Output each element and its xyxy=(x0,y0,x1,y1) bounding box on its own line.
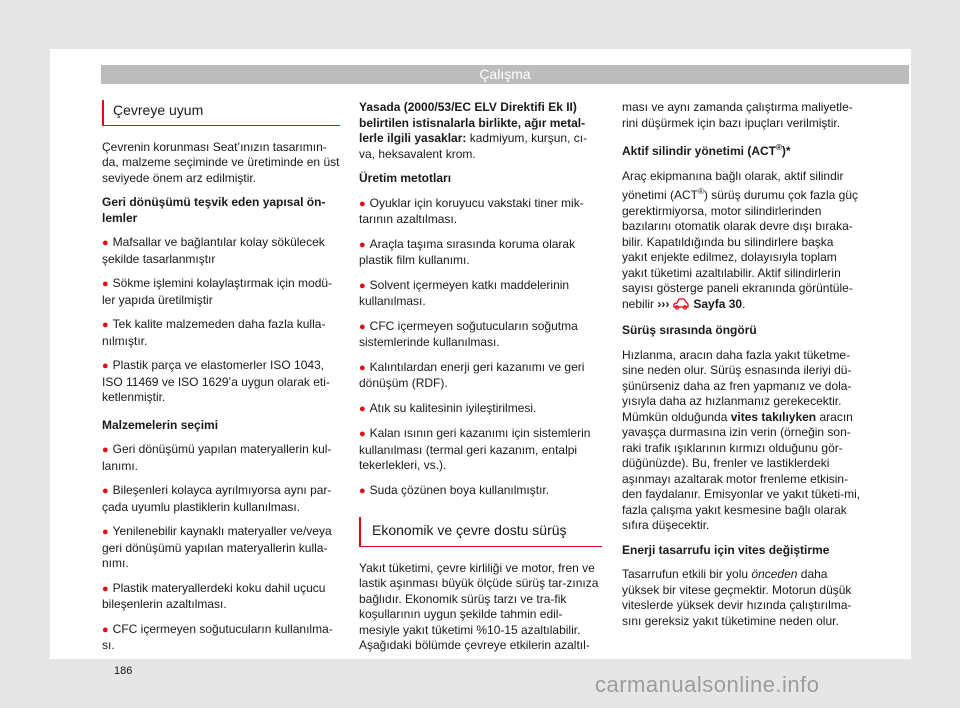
subheading-materials: Malzemelerin seçimi xyxy=(102,417,219,432)
bullet-dot-icon: ● xyxy=(102,319,109,331)
list-item: ● Araçla taşıma sırasında koruma olarak plastik film kullanımı. xyxy=(359,236,576,267)
bullet-dot-icon: ● xyxy=(359,238,366,251)
bullet-dot-icon: ● xyxy=(102,444,109,456)
list-item: ● Kalan ısının geri kazanımı için sistemlerin kullanılması (termal geri kazanım, entalpi tekerlekleri, vs.). xyxy=(359,426,591,472)
manual-page xyxy=(50,49,911,677)
bullet-list-materials xyxy=(102,442,340,654)
bullet-dot-icon: ● xyxy=(102,623,109,636)
section-header: Çalışma xyxy=(101,65,909,84)
bullet-dot-icon: ● xyxy=(102,360,109,372)
link-arrows: ››› xyxy=(657,296,670,311)
heading-cevreye-uyum: Çevreye uyum xyxy=(102,100,340,126)
bullet-dot-icon: ● xyxy=(102,278,109,290)
bullet-dot-icon: ● xyxy=(102,237,109,249)
list-item: ● CFC içermeyen soğutucuların soğutma sistemlerinde kullanılması. xyxy=(359,318,578,349)
list-item: ● Plastik materyallerdeki koku dahil uçucu bileşenlerin azaltılması. xyxy=(102,580,326,611)
list-item: ● Yenilenebilir kaynaklı materyaller ve/veya geri dönüşümü yapılan materyallerin kulla-nımı. xyxy=(102,524,332,570)
column-1 xyxy=(102,100,340,663)
list-item: ● CFC içermeyen soğutucuların kullanılma-sı. xyxy=(102,621,333,652)
bullet-dot-icon: ● xyxy=(102,485,109,497)
bullet-list-production xyxy=(359,196,602,500)
heading-eco-driving: Ekonomik ve çevre dostu sürüş xyxy=(359,517,602,547)
list-item: ● Kalıntılardan enerji geri kazanımı ve geri dönüşüm (RDF). xyxy=(359,359,585,390)
list-item: ● Mafsallar ve bağlantılar kolay sökülecek şekilde tasarlanmıştır xyxy=(102,235,325,266)
bullet-dot-icon: ● xyxy=(359,484,366,497)
continued-paragraph: ması ve aynı zamanda çalıştırma maliyetle-rini düşürmek için bazı ipuçları verilmiştir. xyxy=(622,100,853,130)
watermark-text: carmanualsonline.info xyxy=(595,672,820,697)
bullet-dot-icon: ● xyxy=(359,402,366,415)
list-item: ● Oyuklar için koruyucu vakstaki tiner mik-tarının azaltılması. xyxy=(359,195,584,226)
bullet-dot-icon: ● xyxy=(359,428,366,440)
intro-paragraph: Çevrenin korunması Seat’ınızın tasarımın-da, malzeme seçiminde ve üretiminde en üst seviyede önem arz edilmiştir. xyxy=(102,139,340,185)
page-link[interactable]: Sayfa 30 xyxy=(693,296,743,311)
page-number: 186 xyxy=(114,665,133,677)
list-item: ● Plastik parça ve elastomerler ISO 1043, ISO 11469 ve ISO 1629’a uygun olarak eti-ketlenmiştir. xyxy=(102,358,330,404)
subheading-production: Üretim metotları xyxy=(359,171,452,185)
column-3 xyxy=(622,100,862,638)
subheading-structural: Geri dönüşümü teşvik eden yapısal ön-lemler xyxy=(102,195,326,225)
column-2 xyxy=(359,100,602,663)
bullet-dot-icon: ● xyxy=(359,320,366,333)
bullet-dot-icon: ● xyxy=(102,582,109,595)
list-item: ● Suda çözünen boya kullanılmıştır. xyxy=(359,482,550,497)
car-reference-icon xyxy=(672,297,690,315)
bullet-list-structural xyxy=(102,235,340,406)
bullet-dot-icon: ● xyxy=(359,361,366,374)
gear-shift-paragraph: Tasarrufun etkili bir yolu önceden daha yüksek bir vitese geçmektir. Motorun düşük viteslerde yüksek devir hızında çalıştırılma-sını gereksiz yakıt tüketimine neden olur. xyxy=(622,567,852,628)
list-item: ● Bileşenleri kolayca ayrılmıyorsa aynı par-çada uyumlu plastiklerin kullanılması. xyxy=(102,483,332,514)
list-item: ● Atık su kalitesinin iyileştirilmesi. xyxy=(359,400,537,415)
act-paragraph: Araç ekipmanına bağlı olarak, aktif silindir yönetimi (ACT®) sürüş durumu çok fazla güç gerektirmiyorsa, motor silindirlerinden bazılarını otomatik olarak devre dışı bıraka-bilir. Kapatıldığında bu silindirlere başka yakıt enjekte edilmez, dolayısıyla toplam yakıt tüketimi azaltılabilir. Aktif silindirlerin sayısı gösterge paneli ekranında görüntüle-nebilir ››› Sayfa 30. xyxy=(622,169,862,315)
list-item: ● Sökme işlemini kolaylaştırmak için modü-ler yapıda üretilmiştir xyxy=(102,276,333,307)
list-item: ● Solvent içermeyen katkı maddelerinin kullanılması. xyxy=(359,277,570,308)
elv-paragraph: Yasada (2000/53/EC ELV Direktifi Ek II) belirtilen istisnalarla birlikte, ağır metal-lerle ilgili yasaklar: kadmiyum, kurşun, cı-va, heksavalent krom. xyxy=(359,100,588,161)
subheading-act: Aktif silindir yönetimi (ACT®)* xyxy=(622,143,791,158)
list-item: ● Geri dönüşümü yapılan materyallerin kul-lanımı. xyxy=(102,442,332,473)
foresight-paragraph: Hızlanma, aracın daha fazla yakıt tüketme-sine neden olur. Sürüş esnasında ileriyi dü-şünürseniz daha az fren yapmanız ve dola-yısıyla daha az hızlanmanız gerekecektir. Mümkün olduğunda vites takılıyken aracın yavaşça durmasına izin verin (örneğin son-raki trafik ışıklarının kırmızı olduğunu gör-düğünüzde). Bu, frenler ve lastiklerdeki aşınmayı azaltarak motor frenleme etkisin-den faydalanır. Emisyonlar ve yakıt tüketi-mi, fazla çalışma yakıt kesmesine bağlı olarak sıfıra düşecektir. xyxy=(622,347,861,532)
bullet-dot-icon: ● xyxy=(359,197,366,210)
bullet-dot-icon: ● xyxy=(102,526,109,538)
subheading-foresight: Sürüş sırasında öngörü xyxy=(622,323,757,337)
bullet-dot-icon: ● xyxy=(359,279,366,292)
subheading-gear-shift: Enerji tasarrufu için vites değiştirme xyxy=(622,542,830,557)
eco-paragraph: Yakıt tüketimi, çevre kirliliği ve motor, fren ve lastik aşınması büyük ölçüde sürüş tar-zınıza bağlıdır. Ekonomik sürüş tarzı ve tra-fik koşullarının uygun şekilde tahmin edil-mesiyle yakıt tüketimi %10-15 azaltılabilir. Aşağıdaki bölümde çevreye etkilerin azaltıl- xyxy=(359,560,599,652)
list-item: ● Tek kalite malzemeden daha fazla kulla-nılmıştır. xyxy=(102,317,326,348)
